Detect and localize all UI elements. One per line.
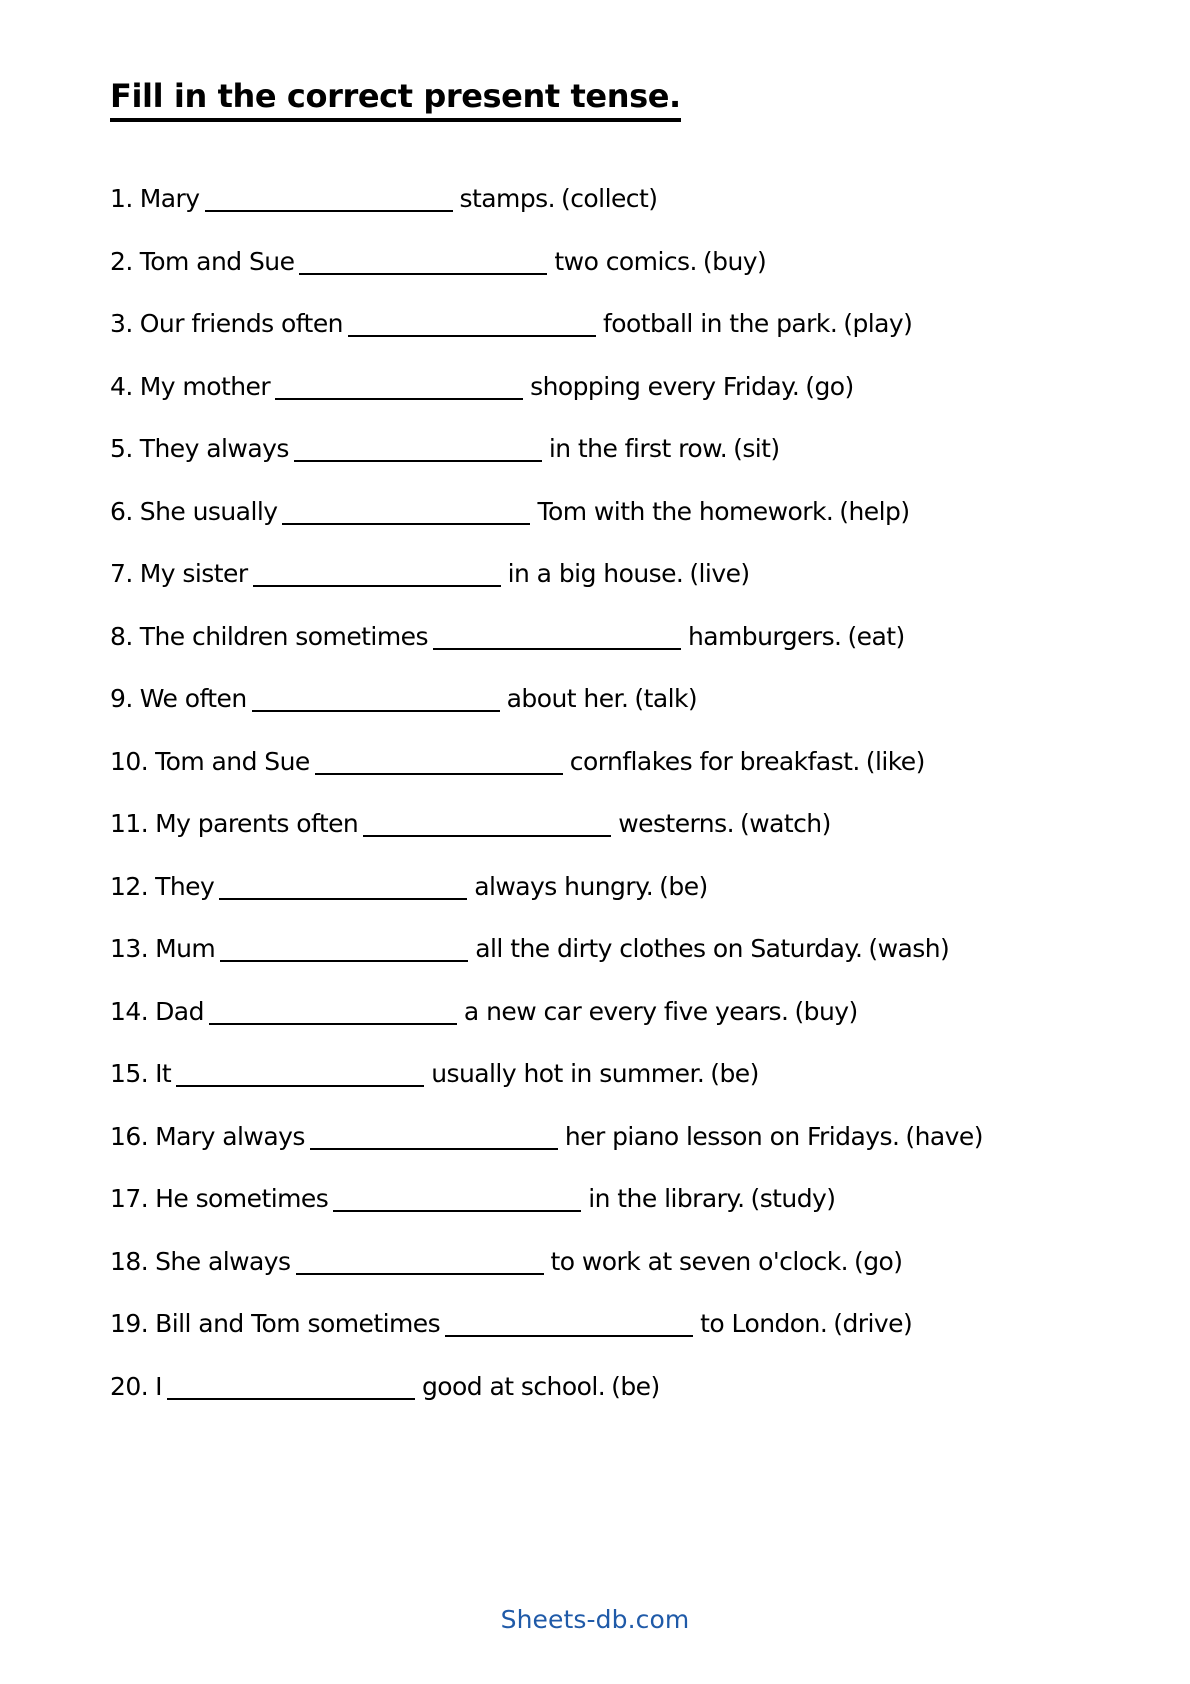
question-number: 16. (110, 1121, 149, 1151)
question-row (110, 1121, 1110, 1187)
question-row (110, 1186, 1110, 1249)
question-row (110, 371, 1110, 437)
question-number: 17. (110, 1184, 149, 1213)
question-text-before-blank: They (155, 871, 215, 901)
question-text-after-blank: to London. (700, 1309, 828, 1338)
verb-hint: (eat) (847, 621, 905, 651)
question-row (110, 621, 1110, 687)
verb-hint: (live) (689, 559, 750, 588)
question-text-before-blank: He sometimes (155, 1184, 329, 1213)
verb-hint: (like) (865, 746, 925, 776)
question-text-after-blank: always hungry. (474, 871, 654, 901)
question-text-before-blank: Tom and Sue (139, 246, 295, 276)
question-number: 7. (110, 559, 133, 588)
answer-blank[interactable] (294, 439, 542, 462)
question-text-after-blank: about her. (506, 684, 629, 713)
question-row (110, 186, 1110, 249)
verb-hint: (go) (854, 1246, 903, 1276)
question-row (110, 246, 1110, 312)
question-text-before-blank: My mother (139, 371, 271, 401)
answer-blank[interactable] (363, 814, 611, 837)
question-row (110, 746, 1110, 812)
question-text-before-blank: She always (155, 1246, 291, 1276)
question-text-after-blank: football in the park. (602, 309, 838, 338)
answer-blank[interactable] (252, 689, 500, 712)
answer-blank[interactable] (310, 1127, 558, 1150)
question-text-before-blank: Mary (139, 184, 200, 213)
question-text-before-blank: Our friends often (139, 309, 343, 338)
question-row (110, 436, 1110, 499)
question-text-before-blank: She usually (139, 496, 278, 526)
question-number: 6. (110, 496, 133, 526)
answer-blank[interactable] (445, 1314, 693, 1337)
question-number: 19. (110, 1309, 149, 1338)
question-text-before-blank: My parents often (155, 809, 359, 838)
answer-blank[interactable] (282, 502, 530, 525)
answer-blank[interactable] (205, 189, 453, 212)
page-title-container (110, 78, 1010, 122)
question-text-after-blank: shopping every Friday. (530, 371, 800, 401)
question-row (110, 811, 1110, 874)
question-text-before-blank: I (155, 1371, 162, 1401)
answer-blank[interactable] (315, 752, 563, 775)
question-row (110, 1371, 1110, 1437)
verb-hint: (study) (750, 1184, 836, 1213)
answer-blank[interactable] (176, 1064, 424, 1087)
answer-blank[interactable] (299, 252, 547, 275)
question-number: 1. (110, 184, 133, 213)
question-number: 9. (110, 684, 133, 713)
question-text-before-blank: Mary always (155, 1121, 305, 1151)
question-number: 10. (110, 746, 149, 776)
verb-hint: (collect) (561, 184, 658, 213)
question-text-after-blank: good at school. (421, 1371, 606, 1401)
question-text-before-blank: They always (139, 434, 289, 463)
answer-blank[interactable] (296, 1252, 544, 1275)
question-number: 20. (110, 1371, 149, 1401)
answer-blank[interactable] (253, 564, 501, 587)
footer-site-link[interactable]: Sheets-db.com (500, 1605, 690, 1634)
question-number: 11. (110, 809, 149, 838)
answer-blank[interactable] (275, 377, 523, 400)
question-text-after-blank: in the library. (588, 1184, 745, 1213)
question-row (110, 1061, 1110, 1124)
question-number: 5. (110, 434, 133, 463)
question-text-after-blank: her piano lesson on Fridays. (564, 1121, 900, 1151)
question-text-before-blank: The children sometimes (139, 621, 428, 651)
question-text-after-blank: in the first row. (548, 434, 728, 463)
verb-hint: (watch) (739, 809, 831, 838)
question-row (110, 311, 1110, 374)
answer-blank[interactable] (220, 939, 468, 962)
question-row (110, 996, 1110, 1062)
answer-blank[interactable] (219, 877, 467, 900)
question-number: 15. (110, 1059, 149, 1088)
question-number: 4. (110, 371, 133, 401)
verb-hint: (be) (611, 1371, 660, 1401)
question-text-after-blank: Tom with the homework. (537, 496, 834, 526)
question-text-before-blank: Dad (155, 996, 204, 1026)
question-text-before-blank: My sister (139, 559, 248, 588)
question-row (110, 871, 1110, 937)
answer-blank[interactable] (433, 627, 681, 650)
question-text-after-blank: a new car every five years. (463, 996, 789, 1026)
footer (0, 1605, 1190, 1634)
question-number: 14. (110, 996, 149, 1026)
question-text-before-blank: We often (139, 684, 247, 713)
question-text-after-blank: usually hot in summer. (431, 1059, 705, 1088)
question-text-before-blank: Tom and Sue (155, 746, 310, 776)
answer-blank[interactable] (167, 1377, 415, 1400)
question-row (110, 1311, 1110, 1374)
question-text-after-blank: stamps. (459, 184, 556, 213)
page-title: Fill in the correct present tense. (110, 78, 681, 122)
question-text-after-blank: all the dirty clothes on Saturday. (475, 934, 863, 963)
verb-hint: (go) (805, 371, 854, 401)
question-number: 3. (110, 309, 133, 338)
question-number: 18. (110, 1246, 149, 1276)
question-number: 12. (110, 871, 149, 901)
verb-hint: (play) (843, 309, 913, 338)
verb-hint: (buy) (794, 996, 858, 1026)
question-row (110, 1246, 1110, 1312)
question-text-after-blank: cornflakes for breakfast. (569, 746, 860, 776)
question-number: 13. (110, 934, 149, 963)
answer-blank[interactable] (209, 1002, 457, 1025)
verb-hint: (talk) (634, 684, 698, 713)
question-text-after-blank: in a big house. (507, 559, 684, 588)
verb-hint: (help) (839, 496, 910, 526)
question-text-before-blank: Bill and Tom sometimes (155, 1309, 441, 1338)
verb-hint: (be) (710, 1059, 759, 1088)
question-text-before-blank: It (155, 1059, 172, 1088)
question-row (110, 936, 1110, 999)
verb-hint: (be) (659, 871, 708, 901)
question-number: 2. (110, 246, 133, 276)
verb-hint: (have) (905, 1121, 983, 1151)
question-row (110, 561, 1110, 624)
question-row (110, 686, 1110, 749)
question-list (110, 186, 1110, 1436)
question-number: 8. (110, 621, 133, 651)
question-text-after-blank: to work at seven o'clock. (550, 1246, 849, 1276)
question-text-after-blank: westerns. (618, 809, 734, 838)
question-text-after-blank: hamburgers. (687, 621, 842, 651)
verb-hint: (wash) (868, 934, 950, 963)
question-text-after-blank: two comics. (554, 246, 697, 276)
answer-blank[interactable] (348, 314, 596, 337)
question-text-before-blank: Mum (155, 934, 216, 963)
question-row (110, 496, 1110, 562)
verb-hint: (sit) (733, 434, 780, 463)
answer-blank[interactable] (333, 1189, 581, 1212)
verb-hint: (buy) (702, 246, 767, 276)
verb-hint: (drive) (833, 1309, 913, 1338)
